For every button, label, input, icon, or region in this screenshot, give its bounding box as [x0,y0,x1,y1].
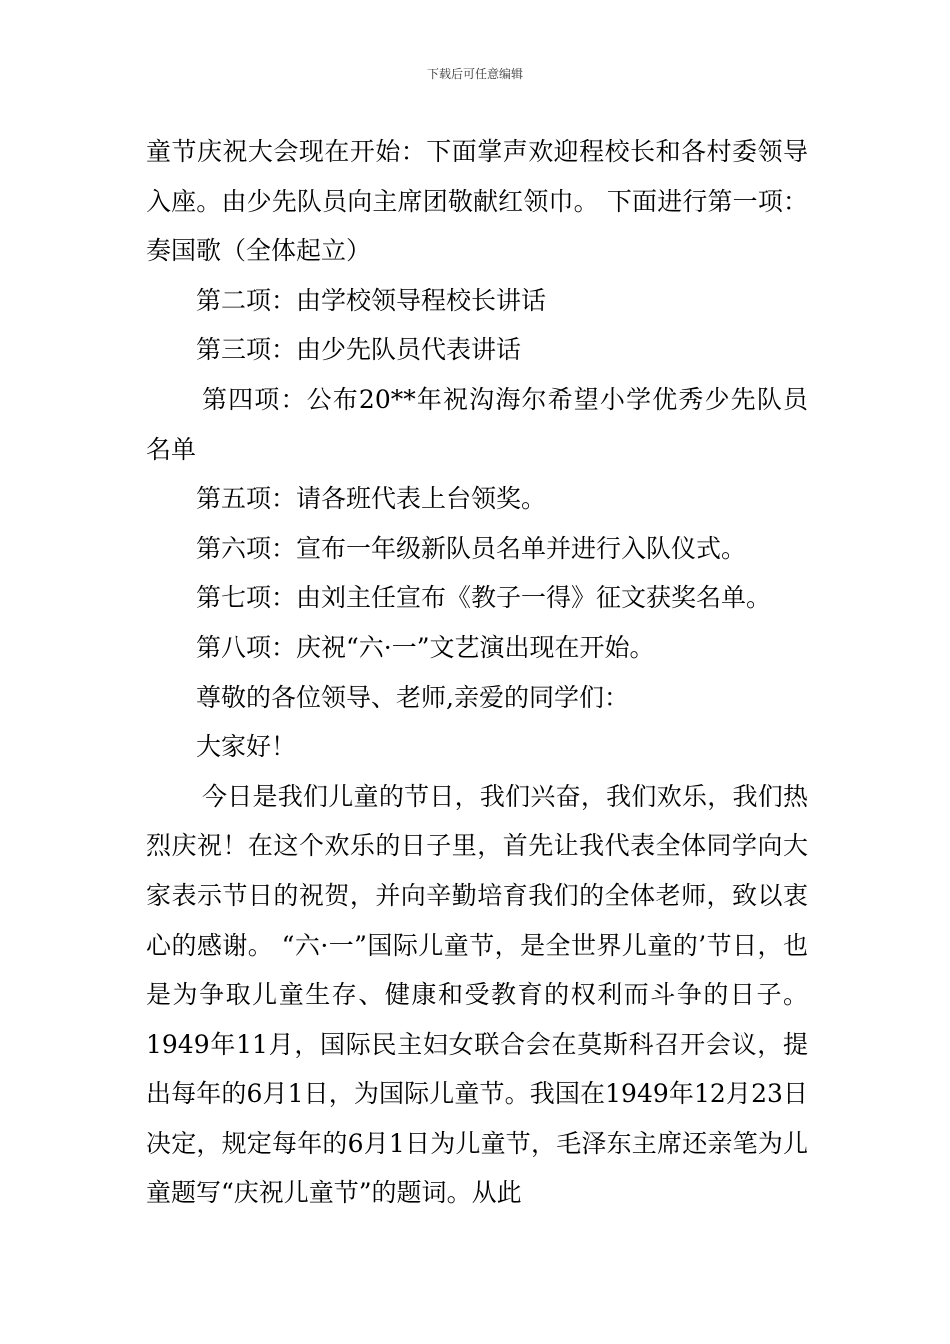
paragraph-item-7: 第七项：由刘主任宣布《教子一得》征文获奖名单。 [196,583,772,613]
paragraph-opening: 童节庆祝大会现在开始：下面掌声欢迎程校长和各村委领导入座。由少先队员向主席团敬献红领巾。 下面进行第一项：奏国歌（全体起立） [146,137,808,266]
document-body [146,127,808,1218]
paragraph-greeting: 大家好！ [196,732,297,762]
paragraph-item-5: 第五项：请各班代表上台领奖。 [196,484,547,514]
paragraph-item-2: 第二项：由学校领导程校长讲话 [196,285,547,315]
paragraph-item-4: 第四项：公布20**年祝沟海尔希望小学优秀少先队员名单 [146,384,808,464]
paragraph-speech: 今日是我们儿童的节日，我们兴奋，我们欢乐，我们热烈庆祝！在这个欢乐的日子里，首先让我代表全体同学向大家表示节日的祝贺，并向辛勤培育我们的全体老师，致以衷心的感谢。 “六·一”国际儿童节，是全世界儿童的’节日，也是为争取儿童生存、健康和受教育的权利而斗争的日子。1949年11月，国际民主妇女联合会在莫斯科召开会议，提出每年的6月1日，为国际儿童节。我国在1949年12月23日决定，规定每年的6月1日为儿童节，毛泽东主席还亲笔为儿童题写“庆祝儿童节”的题词。从此 [146,781,808,1208]
page-header-note: 下载后可任意编辑 [426,67,523,81]
paragraph-item-8: 第八项：庆祝“六·一”文艺演出现在开始。 [196,632,655,662]
paragraph-item-6: 第六项：宣布一年级新队员名单并进行入队仪式。 [196,533,747,563]
paragraph-salutation: 尊敬的各位领导、老师,亲爱的同学们： [196,682,629,712]
paragraph-item-3: 第三项：由少先队员代表讲话 [196,335,522,365]
